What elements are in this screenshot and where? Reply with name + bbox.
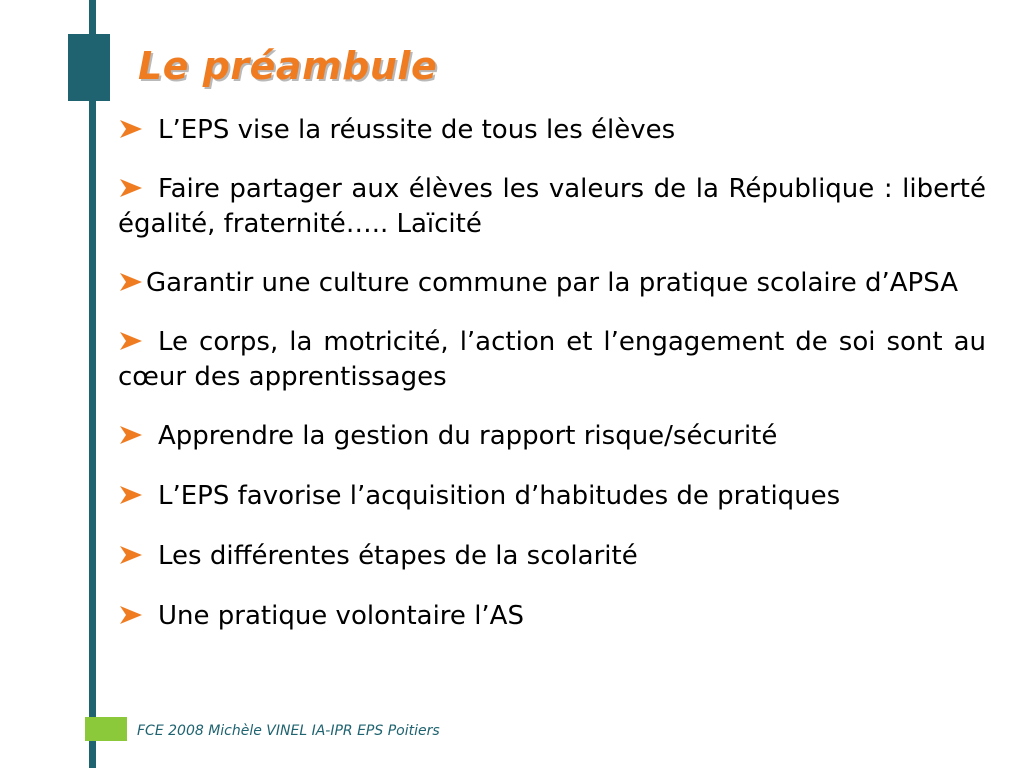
slide-title: Le préambule (138, 44, 438, 88)
bullet-text: Faire partager aux élèves les valeurs de la République : liberté égalité, fraternité….. Laïcité (118, 174, 986, 239)
bullet-text: Apprendre la gestion du rapport risque/sécurité (158, 421, 778, 451)
arrow-bullet-icon (118, 272, 144, 292)
bullet-item (118, 599, 986, 634)
footer-credit: FCE 2008 Michèle VINEL IA-IPR EPS Poitiers (137, 723, 440, 739)
arrow-bullet-icon (118, 178, 144, 198)
arrow-bullet-icon (118, 485, 144, 505)
bullet-list (118, 113, 986, 659)
arrow-bullet-icon (118, 425, 144, 445)
arrow-bullet-icon (118, 605, 144, 625)
bullet-text: L’EPS favorise l’acquisition d’habitudes de pratiques (158, 481, 841, 511)
footer-accent-box (85, 717, 127, 741)
bullet-item (118, 539, 986, 574)
bullet-item (118, 266, 986, 301)
arrow-bullet-icon (118, 119, 144, 139)
bullet-text: L’EPS vise la réussite de tous les élèves (158, 115, 676, 145)
bullet-item (118, 479, 986, 514)
arrow-bullet-icon (118, 545, 144, 565)
bullet-item (118, 172, 986, 242)
bullet-item (118, 113, 986, 148)
title-accent-block (68, 34, 110, 101)
bullet-text: Garantir une culture commune par la pratique scolaire d’APSA (146, 268, 959, 298)
vertical-accent-line (89, 0, 96, 768)
bullet-item (118, 419, 986, 454)
bullet-text: Une pratique volontaire l’AS (158, 601, 524, 631)
arrow-bullet-icon (118, 331, 144, 351)
bullet-text: Le corps, la motricité, l’action et l’engagement de soi sont au cœur des apprentissages (118, 327, 986, 392)
bullet-item (118, 325, 986, 395)
bullet-text: Les différentes étapes de la scolarité (158, 541, 638, 571)
